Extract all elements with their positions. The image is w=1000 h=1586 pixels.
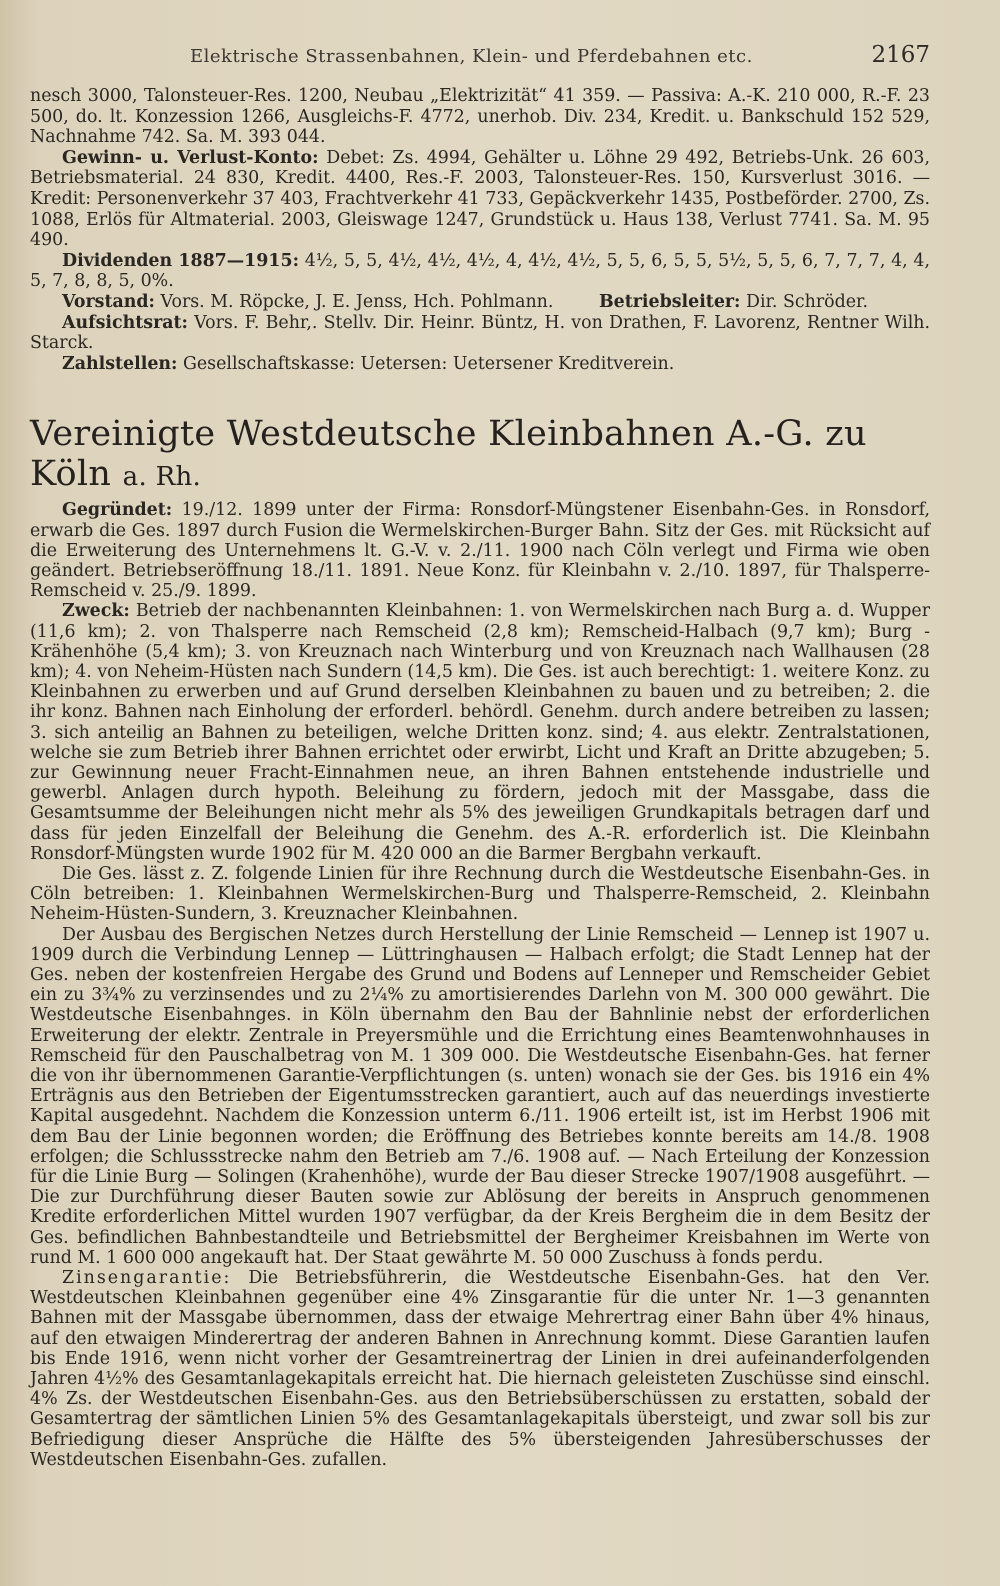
aufsichtsrat-label: Aufsichtsrat: bbox=[62, 312, 188, 333]
zahlstellen-text: Gesellschaftskasse: Uetersen: Uetersener Kreditverein. bbox=[182, 353, 675, 374]
linien-paragraph: Die Ges. lässt z. Z. folgende Linien für ihre Rechnung durch die Westdeutsche Eisenbahn-Ges. in Cöln betreiben: 1. Kleinbahnen Wermelskirchen-Burg und Thalsperre-Remscheid, 2. Kleinbahn Neheim-Hüsten-Sundern, 3. Kreuznacher Kleinbahnen. bbox=[30, 863, 930, 925]
dividenden-text: 4½, 5, 5, 4½, 4½, 4½, 4, 4½, 4½, 5, 5, 6, 5, 5, 5½, 5, 5, 6, 7, 7, 7, 4, 4, 5, 7, 8, 8, 5, 0%. bbox=[30, 250, 931, 292]
vorstand-label: Vorstand: bbox=[62, 291, 155, 312]
company-heading-suffix: a. Rh. bbox=[122, 462, 202, 493]
previous-company-section bbox=[30, 86, 930, 374]
dividenden-paragraph bbox=[30, 251, 930, 292]
company-heading bbox=[30, 414, 930, 494]
running-header bbox=[30, 42, 930, 76]
gegruendet-paragraph bbox=[30, 500, 930, 601]
zweck-paragraph bbox=[30, 601, 930, 864]
dividenden-label: Dividenden 1887—1915: bbox=[62, 250, 299, 271]
zweck-text: Betrieb der nachbenannten Kleinbahnen: 1. von Wermelskirchen nach Burg a. d. Wupper (11,6 km); 2. von Thalsperre nach Remscheid (2,8 km); Remscheid-Halbach (9,7 km); Burg - Krähenhöhe (5,4 km); 3. von Kreuznach nach Winterburg und von Kreuznach nach Wallhausen (28 km); 4. von Neheim-Hüsten nach Sundern (14,5 km). Die Ges. ist auch berechtigt: 1. weitere Konz. zu Kleinbahnen zu erwerben und auf Grund derselben Kleinbahnen zu bauen und zu betreiben; 2. die ihr konz. Bahnen nach Einholung der erforderl. behördl. Genehm. durch andere betreiben zu lassen; 3. sich anteilig an Bahnen zu beteiligen, welche Dritten konz. sind; 4. aus elektr. Zentralstationen, welche sie zum Betrieb ihrer Bahnen errichtet oder erwirbt, Licht und Kraft an Dritte abzugeben; 5. zur Gewinnung neuer Fracht-Einnahmen neue, an ihren Bahnen entstehende industrielle und gewerbl. Anlagen durch hypoth. Beleihung zu fördern, jedoch mit der Massgabe, dass die Gesamtsumme der Beleihungen nicht mehr als 5% des jeweiligen Grundkapitals betragen darf und dass für jeden Einzelfall der Beleihung die Genehm. des A.-R. erforderlich ist. Die Kleinbahn Ronsdorf-Müngsten wurde 1902 für M. 420 000 an die Barmer Bergbahn verkauft. bbox=[30, 601, 931, 864]
zahlstellen-paragraph bbox=[30, 354, 930, 375]
gegruendet-label: Gegründet: bbox=[62, 500, 173, 521]
company-heading-main: Vereinigte Westdeutsche Kleinbahnen A.-G. zu Köln bbox=[30, 414, 867, 495]
gegruendet-text: 19./12. 1899 unter der Firma: Ronsdorf-Müngstener Eisenbahn-Ges. in Ronsdorf, erwarb die Ges. 1897 durch Fusion die Wermelskirchen-Burger Bahn. Sitz der Ges. mit Rücksicht auf die Erweiterung des Unternehmens lt. G.-V. v. 2./11. 1900 nach Cöln verlegt und Firma wie oben geändert. Betriebseröffnung 18./11. 1891. Neue Konz. für Kleinbahn v. 2./10. 1897, für Thalsperre-Remscheid v. 25./9. 1899. bbox=[30, 500, 931, 602]
gewinn-verlust-paragraph bbox=[30, 148, 930, 251]
gewinn-verlust-label: Gewinn- u. Verlust-Konto: bbox=[62, 147, 319, 168]
zinsengarantie-text: Die Betriebsführerin, die Westdeutsche Eisenbahn-Ges. hat den Ver. Westdeutschen Kleinbahnen gegenüber eine 4% Zinsgarantie für die unter Nr. 1—3 genannten Bahnen mit der Massgabe übernommen, dass der etwaige Mehrertrag einer Bahn über 4% hinaus, auf den etwaigen Minderertrag der anderen Bahnen in Anrechnung kommt. Diese Garantien laufen bis Ende 1916, wenn nicht vorher der Gesamtreinertrag der Linien in drei aufeinanderfolgenden Jahren 4½% des Gesamtanlagekapitals erreicht hat. Die hiernach geleisteten Zuschüsse sind einschl. 4% Zs. der Westdeutschen Eisenbahn-Ges. aus den Betriebsüberschüssen zu erstatten, sobald der Gesamtertrag der sämtlichen Linien 5% des Gesamtanlagekapitals übersteigt, und zwar soll bis zur Befriedigung dieser Ansprüche die Hälfte des 5% übersteigenden Jahresüberschusses der Westdeutschen Eisenbahn-Ges. zufallen. bbox=[30, 1268, 930, 1470]
gewinn-verlust-text: Debet: Zs. 4994, Gehälter u. Löhne 29 492, Betriebs-Unk. 26 603, Betriebsmaterial. 24 830, Kredit. 4400, Res.-F. 2003, Talonsteuer-Res. 150, Kursverlust 3016. — Kredit: Personenverkehr 37 403, Frachtverkehr 41 733, Gepäckverkehr 1435, Postbeförder. 2700, Zs. 1088, Erlös für Altmaterial. 2003, Gleiswage 1247, Grundstück u. Haus 138, Verlust 7741. Sa. M. 95 490. bbox=[30, 147, 931, 251]
zweck-label: Zweck: bbox=[62, 601, 130, 622]
zinsengarantie-label: Zinsengarantie: bbox=[62, 1268, 232, 1289]
ausbau-paragraph: Der Ausbau des Bergischen Netzes durch Herstellung der Linie Remscheid — Lennep ist 1907 u. 1909 durch die Verbindung Lennep — Lüttringhausen — Halbach erfolgt; die Stadt Lennep hat der Ges. neben der kostenfreien Hergabe des Grund und Bodens auf Lenneper und Remscheider Gebiet ein zu 3¾% zu verzinsendes und zu 2¼% zu amortisierendes Darlehn von M. 300 000 gewährt. Die Westdeutsche Eisenbahnges. in Köln übernahm den Bau der Bahnlinie nebst der erforderlichen Erweiterung der elektr. Zentrale in Preyersmühle und die Errichtung eines Beamtenwohnhauses in Remscheid für den Pauschalbetrag von M. 1 309 000. Die Westdeutsche Eisenbahn-Ges. hat ferner die von ihr übernommenen Garantie-Verpflichtungen (s. unten) wonach sie der Ges. bis 1916 ein 4% Erträgnis aus den Betrieben der Eigentumsstrecken garantiert, auch auf das neuerdings investierte Kapital ausgedehnt. Nachdem die Konzession unterm 6./11. 1906 erteilt ist, ist im Herbst 1906 mit dem Bau der Linie begonnen worden; die Eröffnung des Betriebes konnte bereits am 14./8. 1908 erfolgen; die Schlussstrecke nahm den Betrieb am 7./6. 1908 auf. — Nach Erteilung der Konzession für die Linie Burg — Solingen (Krahenhöhe), wurde der Bau dieser Strecke 1907/1908 ausgeführt. — Die zur Durchführung dieser Bauten sowie zur Ablösung der bereits in Anspruch genommenen Kredite erforderlichen Mittel wurden 1907 verfügbar, da der Kreis Bergheim die in dem Besitz der Ges. befindlichen Bahnbestandteile und Betriebsmittel der Bergheimer Kreisbahnen im Werte von rund M. 1 600 000 angekauft hat. Der Staat gewährte M. 50 000 Zuschuss à fonds perdu. bbox=[30, 924, 930, 1268]
aufsichtsrat-text: Vors. F. Behr,. Stellv. Dir. Heinr. Büntz, H. von Drathen, F. Lavorenz, Rentner Wilh. Starck. bbox=[30, 312, 931, 354]
company-section bbox=[30, 500, 930, 1470]
betriebsleiter-label: Betriebsleiter: bbox=[598, 291, 741, 312]
vorstand-text: Vors. M. Röpcke, J. E. Jenss, Hch. Pohlmann. bbox=[160, 291, 554, 312]
passiva-paragraph: nesch 3000, Talonsteuer-Res. 1200, Neubau „Elektrizität“ 41 359. — Passiva: A.-K. 210 000, R.-F. 23 500, do. lt. Konzession 1266, Ausgleichs-F. 4772, unerhob. Div. 234, Kredit. u. Bankschuld 152 529, Nachnahme 742. Sa. M. 393 044. bbox=[30, 86, 930, 148]
betriebsleiter-text: Dir. Schröder. bbox=[746, 291, 868, 312]
page-number: 2167 bbox=[871, 42, 930, 68]
running-title: Elektrische Strassenbahnen, Klein- und Pferdebahnen etc. bbox=[190, 46, 753, 67]
aufsichtsrat-paragraph bbox=[30, 313, 930, 354]
zinsengarantie-paragraph bbox=[30, 1268, 930, 1470]
zahlstellen-label: Zahlstellen: bbox=[62, 353, 178, 374]
vorstand-paragraph bbox=[30, 292, 930, 313]
